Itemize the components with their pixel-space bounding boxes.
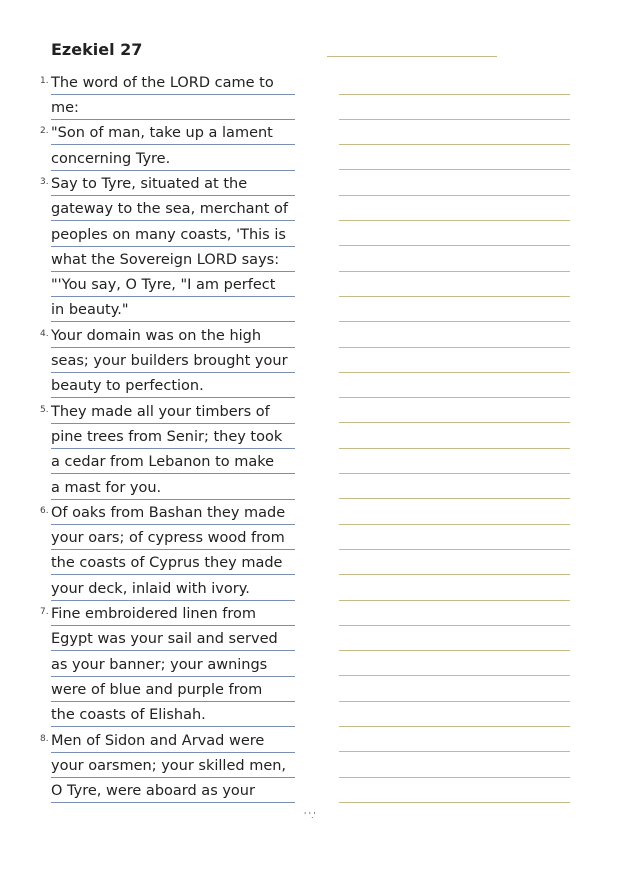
scripture-line-text: Of oaks from Bashan they made (51, 504, 286, 521)
writing-line[interactable] (339, 650, 570, 651)
scripture-line-text: "'You say, O Tyre, "I am perfect (51, 277, 276, 294)
scripture-line (40, 69, 295, 95)
scripture-line-text: seas; your builders brought your (51, 353, 288, 370)
verse-number: 2. (40, 126, 49, 137)
verse-number: 6. (40, 505, 49, 516)
scripture-line (40, 600, 295, 626)
scripture-line (51, 676, 295, 702)
writing-line[interactable] (339, 751, 570, 752)
scripture-line (51, 144, 295, 170)
scripture-line (51, 524, 295, 550)
writing-line[interactable] (339, 574, 570, 575)
writing-line[interactable] (339, 296, 570, 297)
scripture-line (51, 701, 295, 727)
scripture-line-text: your oarsmen; your skilled men, (51, 757, 287, 774)
verse-number: 5. (40, 404, 49, 415)
scripture-line (40, 170, 295, 196)
scripture-line (40, 499, 295, 525)
scripture-line-text: peoples on many coasts, 'This is (51, 226, 286, 243)
writing-line[interactable] (339, 422, 570, 423)
verse-number: 7. (40, 607, 49, 618)
writing-line[interactable] (339, 600, 570, 601)
scripture-line (51, 372, 295, 398)
scripture-line (40, 119, 295, 145)
scripture-line (40, 322, 295, 348)
writing-line[interactable] (339, 701, 570, 702)
scripture-line-text: pine trees from Senir; they took (51, 428, 283, 445)
writing-line[interactable] (339, 625, 570, 626)
page-number: ' '.' (304, 811, 316, 820)
writing-line[interactable] (339, 473, 570, 474)
writing-line[interactable] (339, 498, 570, 499)
scripture-line-text: the coasts of Elishah. (51, 707, 206, 724)
scripture-line-text: your oars; of cypress wood from (51, 530, 285, 547)
scripture-line (51, 347, 295, 373)
scripture-line-text: a mast for you. (51, 479, 162, 496)
scripture-line-text: were of blue and purple from (51, 681, 263, 698)
scripture-line-text: Men of Sidon and Arvad were (51, 732, 265, 749)
writing-line[interactable] (339, 321, 570, 322)
writing-line[interactable] (339, 144, 570, 145)
scripture-line (40, 397, 295, 423)
scripture-line-text: concerning Tyre. (51, 150, 171, 167)
scripture-line (51, 752, 295, 778)
writing-line[interactable] (339, 777, 570, 778)
scripture-line (51, 271, 295, 297)
writing-line[interactable] (339, 675, 570, 676)
scripture-line (51, 549, 295, 575)
verse-number: 8. (40, 733, 49, 744)
scripture-line-text: gateway to the sea, merchant of (51, 201, 288, 218)
writing-line[interactable] (339, 220, 570, 221)
scripture-line (51, 777, 295, 803)
scripture-line-text: what the Sovereign LORD says: (51, 251, 280, 268)
page-title: Ezekiel 27 (51, 40, 143, 59)
scripture-line-text: the coasts of Cyprus they made (51, 555, 283, 572)
writing-line[interactable] (339, 549, 570, 550)
writing-line[interactable] (339, 195, 570, 196)
scripture-line-text: as your banner; your awnings (51, 656, 268, 673)
scripture-line-text: beauty to perfection. (51, 378, 204, 395)
writing-line[interactable] (339, 169, 570, 170)
scripture-line (51, 650, 295, 676)
scripture-line (51, 448, 295, 474)
writing-line[interactable] (339, 726, 570, 727)
scripture-line (51, 94, 295, 120)
verse-number: 3. (40, 176, 49, 187)
scripture-line (51, 220, 295, 246)
scripture-line-text: The word of the LORD came to (51, 74, 274, 91)
verse-number: 4. (40, 328, 49, 339)
writing-line[interactable] (339, 119, 570, 120)
scripture-line (51, 296, 295, 322)
writing-line[interactable] (339, 271, 570, 272)
scripture-line (51, 575, 295, 601)
writing-line[interactable] (339, 347, 570, 348)
scripture-line-text: Fine embroidered linen from (51, 606, 257, 623)
writing-line[interactable] (339, 802, 570, 803)
scripture-line-text: in beauty." (51, 302, 129, 319)
scripture-line-text: Your domain was on the high (51, 327, 262, 344)
scripture-line (40, 726, 295, 752)
writing-line[interactable] (339, 524, 570, 525)
scripture-line-text: O Tyre, were aboard as your (51, 783, 255, 800)
scripture-line-text: your deck, inlaid with ivory. (51, 580, 250, 597)
scripture-line-text: "Son of man, take up a lament (51, 125, 273, 142)
scripture-line-text: They made all your timbers of (51, 403, 270, 420)
verse-number: 1. (40, 75, 49, 86)
scripture-line-text: Egypt was your sail and served (51, 631, 278, 648)
scripture-line-text: a cedar from Lebanon to make (51, 454, 275, 471)
writing-line[interactable] (339, 372, 570, 373)
writing-line[interactable] (339, 448, 570, 449)
writing-line[interactable] (339, 397, 570, 398)
scripture-line (51, 195, 295, 221)
scripture-line-text: Say to Tyre, situated at the (51, 175, 248, 192)
title-writing-line (327, 56, 497, 57)
writing-line[interactable] (339, 94, 570, 95)
scripture-line (51, 423, 295, 449)
scripture-line (51, 473, 295, 499)
scripture-line (51, 625, 295, 651)
scripture-line (51, 246, 295, 272)
scripture-line-text: me: (51, 100, 79, 117)
writing-line[interactable] (339, 245, 570, 246)
